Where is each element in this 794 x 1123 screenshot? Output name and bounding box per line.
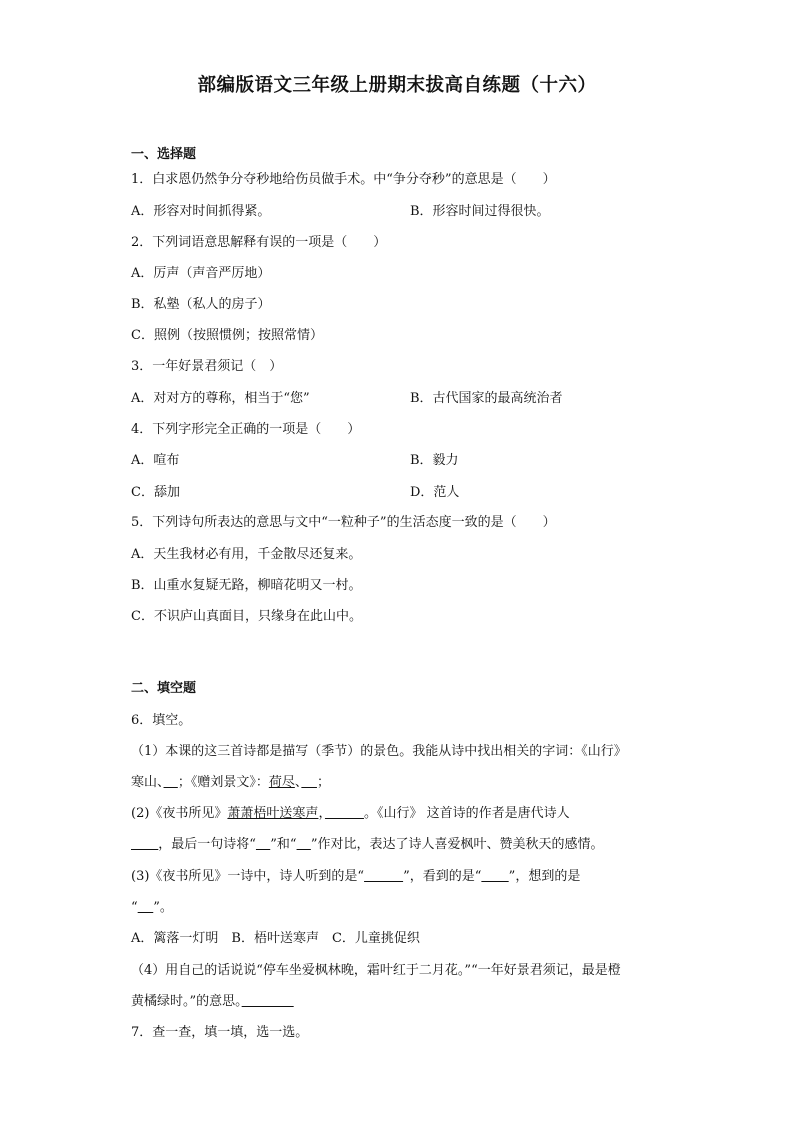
text-fragment: (3)《夜书所见》一诗中，诗人听到的是“ xyxy=(131,869,365,884)
text-fragment: ”，看到的是“ xyxy=(403,869,482,884)
question-4-option-d: D．范人 xyxy=(410,485,460,500)
answer-blank xyxy=(297,837,311,852)
question-6-part1-line1: （1）本课的这三首诗都是描写（季节）的景色。我能从诗中找出相关的字词：《山行》 xyxy=(131,744,627,759)
question-7-stem: 7．查一查，填一填，选一选。 xyxy=(131,1025,309,1040)
answer-blank xyxy=(301,775,317,790)
text-fragment: ； xyxy=(316,775,330,790)
question-3-option-a: A．对对方的尊称，相当于“您” xyxy=(131,391,310,406)
text-fragment: 、 xyxy=(294,775,302,790)
question-1-option-a: A．形容对时间抓得紧。 xyxy=(131,204,271,219)
text-fragment: ，最后一句诗将“ xyxy=(158,837,256,852)
question-6-part1-line2 xyxy=(131,775,330,791)
question-6-part3-line2 xyxy=(131,900,173,916)
question-6-part2-line2 xyxy=(131,837,604,853)
text-fragment: ；《赠刘景文》： xyxy=(177,775,269,790)
answer-blank xyxy=(364,869,403,884)
question-2-stem: 2．下列词语意思解释有误的一项是（ ） xyxy=(131,235,387,250)
question-4-option-a: A．喧布 xyxy=(131,453,180,468)
text-fragment: 寒山、 xyxy=(131,775,164,790)
question-5-option-b: B．山重水复疑无路，柳暗花明又一村。 xyxy=(131,578,362,593)
page-title: 部编版语文三年级上册期末拔高自练题（十六） xyxy=(197,75,597,96)
question-6-stem: 6．填空。 xyxy=(131,713,192,728)
section-heading-choice: 一、选择题 xyxy=(131,147,197,162)
question-6-part3-options: A．篱落一灯明 B．梧叶送寒声 C．儿童挑促织 xyxy=(131,931,420,946)
text-fragment: ， xyxy=(318,806,325,821)
question-2-option-a: A．厉声（声音严厉地） xyxy=(131,266,271,281)
text-fragment: (2)《夜书所见》 xyxy=(131,806,228,821)
question-1-option-b: B．形容时间过得很快。 xyxy=(410,204,550,219)
question-6-part4-line2 xyxy=(131,994,294,1010)
question-2-option-b: B．私塾（私人的房子） xyxy=(131,297,271,312)
question-1-stem: 1．白求恩仍然争分夺秒地给伤员做手术。中“争分夺秒”的意思是（ ） xyxy=(131,172,556,187)
question-5-option-c: C．不识庐山真面目，只缘身在此山中。 xyxy=(131,609,362,624)
text-fragment: ”作对比，表达了诗人喜爱枫叶、赞美秋天的感情。 xyxy=(310,837,604,852)
question-6-part2-line1 xyxy=(131,806,570,822)
text-fragment: ”。 xyxy=(153,900,173,915)
answer-blank xyxy=(256,837,270,852)
text-fragment: 黄橘绿时。”的意思。 xyxy=(131,994,242,1009)
question-3-stem: 3．一年好景君须记（ ） xyxy=(131,359,283,374)
text-fragment: ”和“ xyxy=(270,837,297,852)
text-fragment: 。《山行》 这首诗的作者是唐代诗人 xyxy=(363,806,570,821)
question-5-stem: 5．下列诗句所表达的意思与文中“一粒种子”的生活态度一致的是（ ） xyxy=(131,515,556,530)
text-fragment: “ xyxy=(131,900,138,915)
answer-blank xyxy=(164,775,178,790)
question-4-option-b: B．毅力 xyxy=(410,453,459,468)
question-6-part4-line1: （4）用自己的话说说“停车坐爱枫林晚，霜叶红于二月花。”“一年好景君须记，最是橙 xyxy=(131,963,621,978)
question-4-stem: 4．下列字形完全正确的一项是（ ） xyxy=(131,422,361,437)
question-6-part3-line1 xyxy=(131,869,580,885)
text-fragment-underlined: 萧萧梧叶送寒声 xyxy=(227,806,319,821)
section-heading-fill: 二、填空题 xyxy=(131,681,197,696)
answer-blank xyxy=(131,837,158,852)
text-fragment-underlined: 荷尽 xyxy=(268,775,295,790)
question-2-option-c: C．照例（按照惯例；按照常情） xyxy=(131,328,323,343)
question-4-option-c: C．舔加 xyxy=(131,485,180,500)
question-3-option-b: B．古代国家的最高统治者 xyxy=(410,391,563,406)
question-5-option-a: A．天生我材必有用，千金散尽还复来。 xyxy=(131,547,362,562)
answer-blank xyxy=(481,869,508,884)
answer-blank xyxy=(242,994,294,1009)
answer-blank xyxy=(325,806,364,821)
text-fragment: ”，想到的是 xyxy=(508,869,581,884)
answer-blank xyxy=(138,900,154,915)
